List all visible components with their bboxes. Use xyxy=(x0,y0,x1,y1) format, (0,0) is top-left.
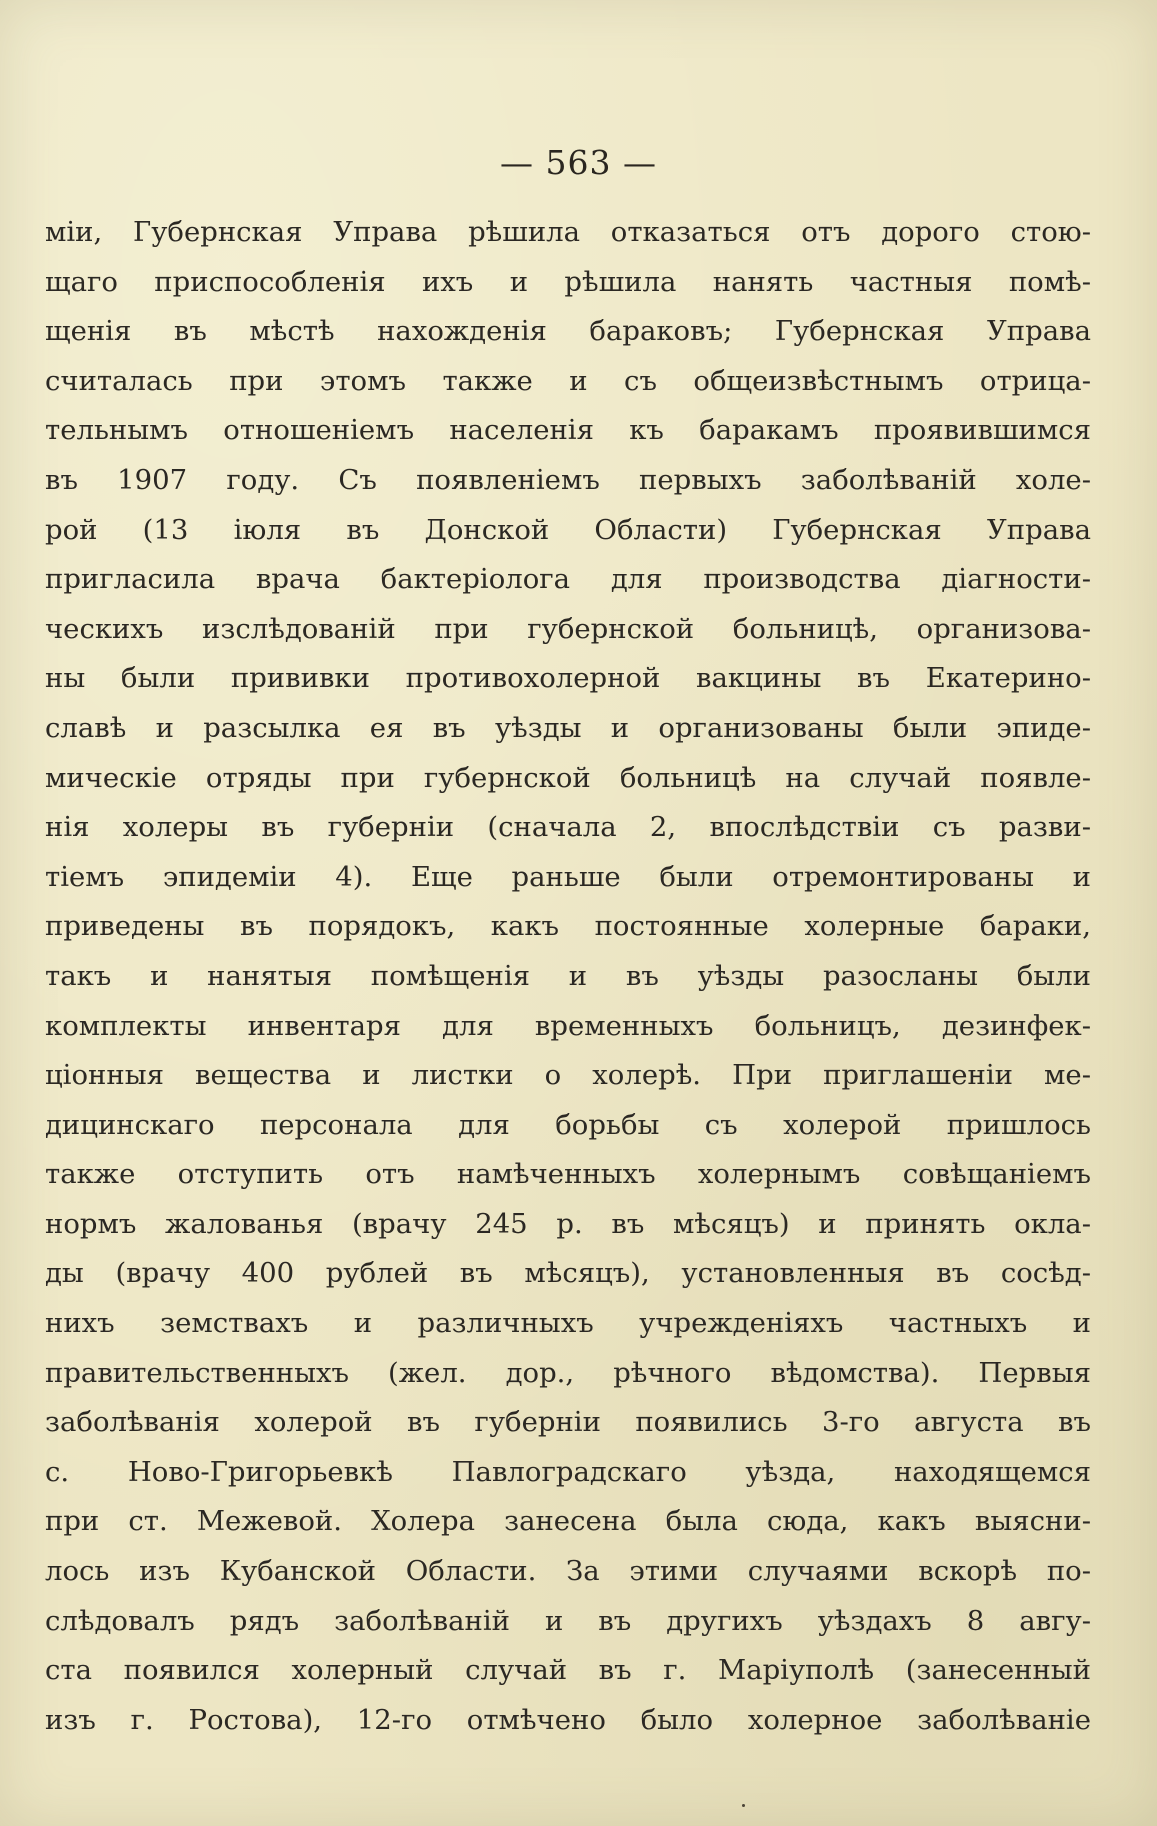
text-line: нормъ жалованья (врачу 245 р. въ мѣсяцъ) и принять окла- xyxy=(45,1207,1091,1240)
text-line: щенія въ мѣстѣ нахожденія бараковъ; Губернская Управа xyxy=(45,315,1091,348)
text-line: тельнымъ отношеніемъ населенія къ баракамъ проявившимся xyxy=(45,414,1091,447)
text-line: рой (13 іюля въ Донской Области) Губернская Управа xyxy=(45,513,1091,546)
text-line: при ст. Межевой. Холера занесена была сюда, какъ выясни- xyxy=(45,1505,1091,1538)
text-line: ческихъ изслѣдованій при губернской больницѣ, организова- xyxy=(45,612,1091,645)
text-line: лось изъ Кубанской Области. За этими случаями вскорѣ по- xyxy=(45,1555,1091,1588)
text-line: дицинскаго персонала для борьбы съ холерой пришлось xyxy=(45,1108,1091,1141)
text-line: слѣдовалъ рядъ заболѣваній и въ другихъ уѣздахъ 8 авгу- xyxy=(45,1604,1091,1637)
text-line: считалась при этомъ также и съ общеизвѣстнымъ отрица- xyxy=(45,364,1091,397)
text-line: міи, Губернская Управа рѣшила отказаться отъ дорого стою- xyxy=(45,216,1091,248)
text-line: нихъ земствахъ и различныхъ учрежденіяхъ частныхъ и xyxy=(45,1307,1091,1340)
body-text xyxy=(45,208,1091,1745)
text-line: заболѣванія холерой въ губерніи появились 3-го августа въ xyxy=(45,1406,1091,1439)
text-line: славѣ и разсылка ея въ уѣзды и организованы были эпиде- xyxy=(45,711,1091,744)
text-line: правительственныхъ (жел. дор., рѣчного вѣдомства). Первыя xyxy=(45,1356,1091,1389)
page-number: — 563 — xyxy=(500,143,657,182)
text-line: ды (врачу 400 рублей въ мѣсяцъ), установленныя въ сосѣд- xyxy=(45,1257,1091,1290)
text-line: щаго приспособленія ихъ и рѣшила нанять частныя помѣ- xyxy=(45,265,1091,298)
text-line: въ 1907 году. Съ появленіемъ первыхъ заболѣваній холе- xyxy=(45,463,1091,496)
text-line: ста появился холерный случай въ г. Маріуполѣ (занесенный xyxy=(45,1654,1091,1687)
text-line: пригласила врача бактеріолога для производства діагности- xyxy=(45,563,1091,596)
text-line: приведены въ порядокъ, какъ постоянные холерные бараки, xyxy=(45,910,1091,943)
text-line: изъ г. Ростова), 12-го отмѣчено было холерное заболѣваніе xyxy=(45,1703,1091,1736)
text-line: с. Ново-Григорьевкѣ Павлоградскаго уѣзда, находящемся xyxy=(45,1455,1091,1488)
paper-speck xyxy=(742,1804,745,1807)
text-line: ны были прививки противохолерной вакцины въ Екатерино- xyxy=(45,662,1091,695)
text-line: нія холеры въ губерніи (сначала 2, впослѣдствіи съ разви- xyxy=(45,811,1091,844)
text-line: тіемъ эпидеміи 4). Еще раньше были отремонтированы и xyxy=(45,860,1091,893)
text-line: такъ и нанятыя помѣщенія и въ уѣзды разосланы были xyxy=(45,959,1091,992)
text-line: ціонныя вещества и листки о холерѣ. При приглашеніи ме- xyxy=(45,1059,1091,1092)
text-line: комплекты инвентаря для временныхъ больницъ, дезинфек- xyxy=(45,1009,1091,1042)
text-line: мическіе отряды при губернской больницѣ на случай появле- xyxy=(45,761,1091,794)
text-line: также отступить отъ намѣченныхъ холернымъ совѣщаніемъ xyxy=(45,1158,1091,1191)
